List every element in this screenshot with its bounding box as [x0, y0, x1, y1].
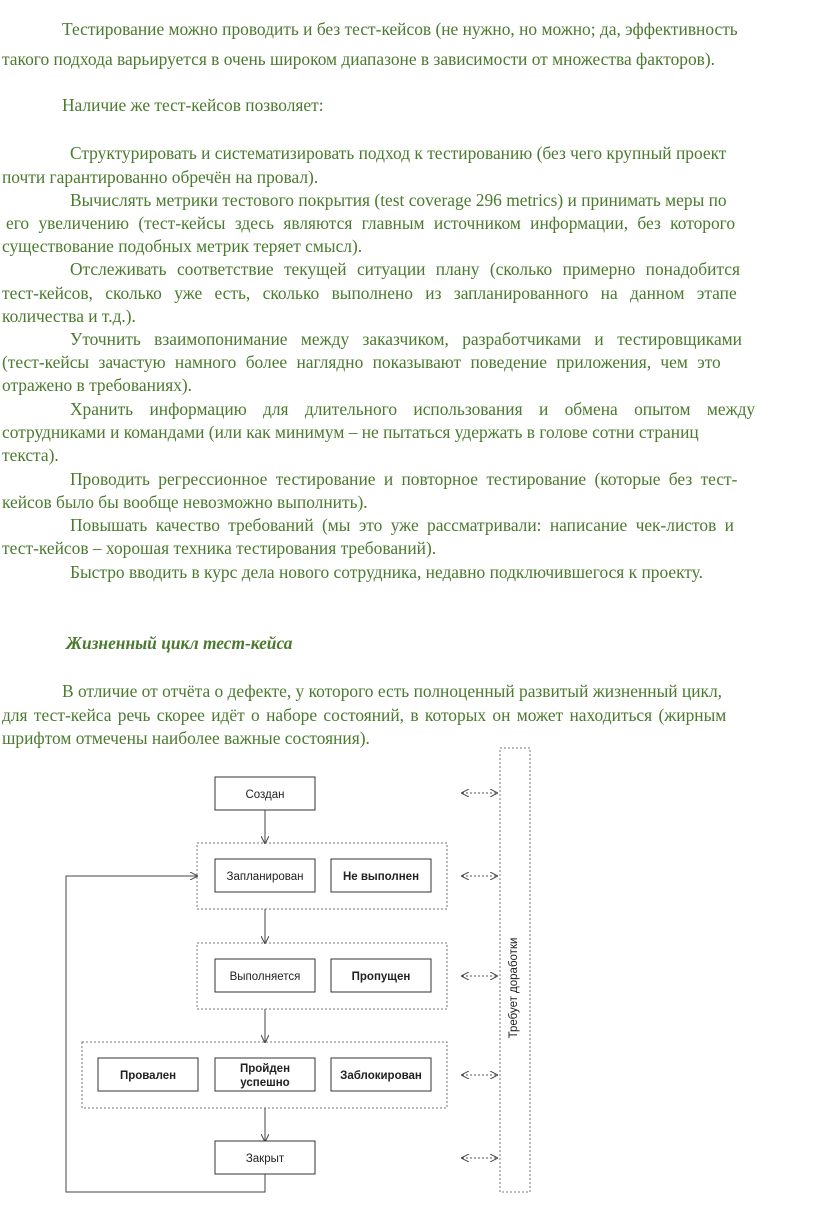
list-item-store-line3: текста). — [2, 445, 59, 465]
svg-text:Создан: Создан — [245, 789, 285, 801]
svg-text:Пропущен: Пропущен — [351, 971, 411, 983]
list-item-tracking-line1: Отслеживать соответствие текущей ситуации плану (сколько примерно понадобится — [70, 259, 740, 279]
state-blocked — [331, 1058, 431, 1091]
svg-text:Выполняется: Выполняется — [229, 971, 301, 983]
list-item-store-line2: сотрудниками и командами (или как минимум – не пытаться удержать в голове сотни страниц — [2, 422, 699, 442]
list-item-regression-line2: кейсов было бы вообще невозможно выполнить). — [2, 492, 368, 512]
paragraph-intro-line1: Тестирование можно проводить и без тест-кейсов (не нужно, но можно; да, эффективность — [62, 19, 738, 39]
state-not-executed — [331, 859, 431, 892]
list-item-clarify-line1: Уточнить взаимопонимание между заказчиком, разработчиками и тестировщиками — [70, 329, 742, 349]
list-item-structure-line1: Структурировать и систематизировать подход к тестированию (без чего крупный проект — [70, 143, 727, 163]
state-failed — [98, 1058, 198, 1091]
state-skipped — [331, 959, 431, 992]
list-item-regression-line1: Проводить регрессионное тестирование и повторное тестирование (которые без тест- — [70, 469, 738, 489]
svg-text:Пройден: Пройден — [239, 1063, 291, 1075]
list-item-requirements-line2: тест-кейсов – хорошая техника тестирования требований). — [2, 538, 437, 558]
paragraph-allows: Наличие же тест-кейсов позволяет: — [62, 95, 324, 115]
test-case-lifecycle-diagram — [0, 740, 816, 1226]
svg-text:успешно: успешно — [240, 1077, 290, 1089]
svg-text:Не выполнен: Не выполнен — [342, 871, 420, 883]
section-text-line3: шрифтом отмечены наиболее важные состояния). — [2, 728, 370, 748]
svg-text:Провален: Провален — [119, 1070, 177, 1082]
state-created — [215, 777, 315, 810]
list-item-clarify-line2: (тест-кейсы зачастую намного более наглядно показывают поведение приложения, чем это — [2, 352, 721, 372]
list-item-metrics-line3: существование подобных метрик теряет смысл). — [2, 236, 363, 256]
list-item-store-line1: Хранить информацию для длительного использования и обмена опытом между — [70, 399, 756, 419]
svg-text:Заблокирован: Заблокирован — [340, 1070, 422, 1082]
section-heading: Жизненный цикл тест-кейса — [66, 633, 293, 653]
list-item-clarify-line3: отражено в требованиях). — [2, 375, 193, 395]
svg-text:Запланирован: Запланирован — [226, 871, 304, 883]
list-item-onboarding: Быстро вводить в курс дела нового сотрудника, недавно подключившегося к проекту. — [70, 562, 703, 582]
paragraph-intro-line2: такого подхода варьируется в очень широком диапазоне в зависимости от множества факторов). — [2, 49, 716, 69]
state-closed — [215, 1141, 315, 1174]
list-item-metrics-line2: его увеличению (тест-кейсы здесь являются главным источником информации, без которого — [6, 213, 736, 233]
svg-text:Закрыт: Закрыт — [245, 1153, 285, 1165]
needs-rework-label: Требует доработки — [508, 937, 520, 1039]
list-item-tracking-line3: количества и т.д.). — [2, 306, 136, 326]
list-item-structure-line2: почти гарантированно обречён на провал). — [2, 167, 319, 187]
section-text-line1: В отличие от отчёта о дефекте, у которого есть полноценный развитый жизненный цикл, — [62, 681, 723, 701]
list-item-requirements-line1: Повышать качество требований (мы это уже рассматривали: написание чек-листов и — [70, 515, 734, 535]
state-in-progress — [215, 959, 315, 992]
list-item-metrics-line1: Вычислять метрики тестового покрытия (test coverage 296 metrics) и принимать меры по — [70, 190, 727, 210]
state-planned — [215, 859, 315, 892]
list-item-tracking-line2: тест-кейсов, сколько уже есть, сколько выполнено из запланированного на данном этапе — [2, 283, 737, 303]
state-passed — [215, 1058, 315, 1091]
section-text-line2: для тест-кейса речь скорее идёт о наборе состояний, в которых он может находиться (жирным — [2, 705, 727, 725]
